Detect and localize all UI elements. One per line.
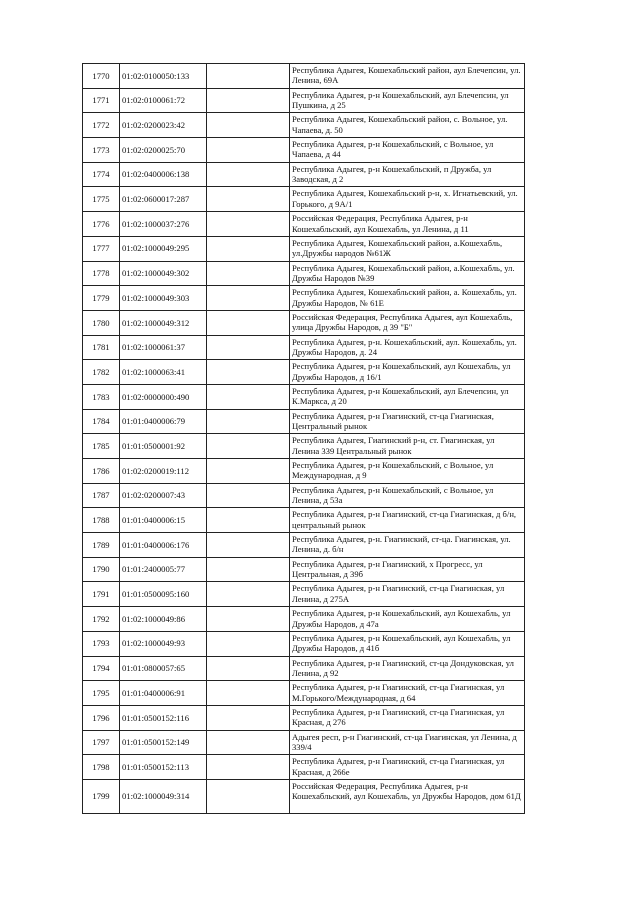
table-row (83, 360, 525, 385)
empty-cell (207, 557, 290, 582)
cadastral-number-cell: 01:02:0200007:43 (120, 483, 207, 508)
empty-cell (207, 286, 290, 311)
empty-cell (207, 582, 290, 607)
table-row (83, 138, 525, 163)
address-cell: Республика Адыгея, р-н. Кошехабльский, аул. Кошехабль, ул. Дружбы Народов, д. 24 (290, 335, 525, 360)
empty-cell (207, 459, 290, 484)
cadastral-number-cell: 01:01:0800057:65 (120, 656, 207, 681)
empty-cell (207, 705, 290, 730)
row-number-cell: 1789 (83, 533, 120, 558)
row-number-cell: 1772 (83, 113, 120, 138)
empty-cell (207, 310, 290, 335)
cadastral-number-cell: 01:02:1000049:312 (120, 310, 207, 335)
cadastral-number-cell: 01:01:0500001:92 (120, 434, 207, 459)
address-cell: Адыгея респ, р-н Гиагинский, ст-ца Гиагинская, ул Ленина, д 339/4 (290, 730, 525, 755)
address-cell: Республика Адыгея, р-н Кошехабльский, с Вольное, ул Международная, д 9 (290, 459, 525, 484)
empty-cell (207, 162, 290, 187)
row-number-cell: 1791 (83, 582, 120, 607)
empty-cell (207, 483, 290, 508)
row-number-cell: 1783 (83, 384, 120, 409)
empty-cell (207, 113, 290, 138)
row-number-cell: 1798 (83, 755, 120, 780)
table-row (83, 705, 525, 730)
row-number-cell: 1774 (83, 162, 120, 187)
table-row (83, 409, 525, 434)
table-row (83, 533, 525, 558)
table-row (83, 508, 525, 533)
empty-cell (207, 779, 290, 813)
table-row (83, 261, 525, 286)
table-row (83, 286, 525, 311)
address-cell: Республика Адыгея, р-н Кошехабльский, п Дружба, ул Заводская, д 2 (290, 162, 525, 187)
row-number-cell: 1775 (83, 187, 120, 212)
empty-cell (207, 508, 290, 533)
empty-cell (207, 631, 290, 656)
cadastral-number-cell: 01:02:1000061:37 (120, 335, 207, 360)
property-register-table (82, 63, 525, 814)
address-cell: Республика Адыгея, Кошехабльский район, а.Кошехабль, ул.Дружбы народов №61Ж (290, 236, 525, 261)
address-cell: Республика Адыгея, р-н Гиагинский, ст-ца Гиагинская, ул М.Горького/Международная, д 64 (290, 681, 525, 706)
table-row (83, 335, 525, 360)
table-row (83, 162, 525, 187)
cadastral-number-cell: 01:02:1000037:276 (120, 212, 207, 237)
row-number-cell: 1788 (83, 508, 120, 533)
address-cell: Республика Адыгея, р-н Гиагинский, ст-ца Гиагинская, ул Красная, д 266е (290, 755, 525, 780)
table-row (83, 755, 525, 780)
address-cell: Республика Адыгея, Гиагинский р-н, ст. Гиагинская, ул Ленина 339 Центральный рынок (290, 434, 525, 459)
empty-cell (207, 261, 290, 286)
row-number-cell: 1786 (83, 459, 120, 484)
address-cell: Республика Адыгея, Кошехабльский р-н, х. Игнатьевский, ул. Горького, д 9А/1 (290, 187, 525, 212)
empty-cell (207, 64, 290, 89)
cadastral-number-cell: 01:02:1000049:93 (120, 631, 207, 656)
address-cell: Российская Федерация, Республика Адыгея, р-н Кошехабльский, аул Кошехабль, ул Дружбы Народов, дом 61Д (290, 779, 525, 813)
row-number-cell: 1796 (83, 705, 120, 730)
row-number-cell: 1784 (83, 409, 120, 434)
cadastral-number-cell: 01:01:0400006:15 (120, 508, 207, 533)
cadastral-number-cell: 01:02:1000049:314 (120, 779, 207, 813)
row-number-cell: 1794 (83, 656, 120, 681)
row-number-cell: 1780 (83, 310, 120, 335)
cadastral-number-cell: 01:02:1000063:41 (120, 360, 207, 385)
address-cell: Республика Адыгея, р-н Гиагинский, ст-ца Гиагинская, ул Ленина, д 275А (290, 582, 525, 607)
cadastral-number-cell: 01:02:0100061:72 (120, 88, 207, 113)
cadastral-number-cell: 01:02:0200023:42 (120, 113, 207, 138)
table-row (83, 681, 525, 706)
cadastral-number-cell: 01:02:0400006:138 (120, 162, 207, 187)
row-number-cell: 1795 (83, 681, 120, 706)
table-row (83, 631, 525, 656)
row-number-cell: 1777 (83, 236, 120, 261)
empty-cell (207, 384, 290, 409)
address-cell: Российская Федерация, Республика Адыгея, р-н Кошехабльский, аул Кошехабль, ул Ленина, д 11 (290, 212, 525, 237)
cadastral-number-cell: 01:02:1000049:295 (120, 236, 207, 261)
empty-cell (207, 434, 290, 459)
row-number-cell: 1792 (83, 607, 120, 632)
address-cell: Российская Федерация, Республика Адыгея, аул Кошехабль, улица Дружбы Народов, д 39 "Б" (290, 310, 525, 335)
cadastral-number-cell: 01:02:0200019:112 (120, 459, 207, 484)
empty-cell (207, 409, 290, 434)
cadastral-number-cell: 01:02:0000000:490 (120, 384, 207, 409)
empty-cell (207, 681, 290, 706)
table-row (83, 384, 525, 409)
empty-cell (207, 138, 290, 163)
register-table-body (83, 64, 525, 814)
row-number-cell: 1793 (83, 631, 120, 656)
table-row (83, 113, 525, 138)
cadastral-number-cell: 01:01:0400006:176 (120, 533, 207, 558)
table-row (83, 187, 525, 212)
table-row (83, 88, 525, 113)
empty-cell (207, 236, 290, 261)
row-number-cell: 1782 (83, 360, 120, 385)
table-row (83, 310, 525, 335)
address-cell: Республика Адыгея, р-н Гиагинский, х Прогресс, ул Центральная, д 39б (290, 557, 525, 582)
address-cell: Республика Адыгея, р-н Кошехабльский, аул Кошехабль, ул Дружбы Народов, д 16/1 (290, 360, 525, 385)
row-number-cell: 1778 (83, 261, 120, 286)
row-number-cell: 1790 (83, 557, 120, 582)
empty-cell (207, 656, 290, 681)
table-row (83, 64, 525, 89)
address-cell: Республика Адыгея, Кошехабльский район, а. Кошехабль, ул. Дружбы Народов, № 61Е (290, 286, 525, 311)
cadastral-number-cell: 01:01:2400005:77 (120, 557, 207, 582)
table-row (83, 459, 525, 484)
row-number-cell: 1776 (83, 212, 120, 237)
row-number-cell: 1781 (83, 335, 120, 360)
table-row (83, 483, 525, 508)
cadastral-number-cell: 01:01:0500152:116 (120, 705, 207, 730)
table-row (83, 582, 525, 607)
empty-cell (207, 212, 290, 237)
row-number-cell: 1785 (83, 434, 120, 459)
table-row (83, 656, 525, 681)
empty-cell (207, 360, 290, 385)
empty-cell (207, 533, 290, 558)
address-cell: Республика Адыгея, р-н Кошехабльский, аул Кошехабль, ул Дружбы Народов, д 47а (290, 607, 525, 632)
empty-cell (207, 187, 290, 212)
address-cell: Республика Адыгея, р-н. Гиагинский, ст-ца. Гиагинская, ул. Ленина, д. б/н (290, 533, 525, 558)
table-row (83, 607, 525, 632)
table-row (83, 212, 525, 237)
row-number-cell: 1771 (83, 88, 120, 113)
cadastral-number-cell: 01:01:0500152:113 (120, 755, 207, 780)
address-cell: Республика Адыгея, р-н Гиагинский, ст-ца Дондуковская, ул Ленина, д 92 (290, 656, 525, 681)
table-row (83, 557, 525, 582)
table-row (83, 730, 525, 755)
address-cell: Республика Адыгея, р-н Кошехабльский, аул Блечепсин, ул К.Маркса, д 20 (290, 384, 525, 409)
cadastral-number-cell: 01:02:1000049:86 (120, 607, 207, 632)
empty-cell (207, 755, 290, 780)
cadastral-number-cell: 01:02:0100050:133 (120, 64, 207, 89)
address-cell: Республика Адыгея, р-н Кошехабльский, аул Блечепсин, ул Пушкина, д 25 (290, 88, 525, 113)
cadastral-number-cell: 01:02:1000049:303 (120, 286, 207, 311)
address-cell: Республика Адыгея, р-н Кошехабльский, аул Кошехабль, ул Дружбы Народов, д 41б (290, 631, 525, 656)
table-row (83, 236, 525, 261)
address-cell: Республика Адыгея, р-н Гиагинский, ст-ца Гиагинская, д б/н, центральный рынок (290, 508, 525, 533)
address-cell: Республика Адыгея, р-н Гиагинский, ст-ца Гиагинская, Центральный рынок (290, 409, 525, 434)
address-cell: Республика Адыгея, р-н Кошехабльский, с Вольное, ул Ленина, д 53а (290, 483, 525, 508)
cadastral-number-cell: 01:01:0400006:79 (120, 409, 207, 434)
cadastral-number-cell: 01:01:0500095:160 (120, 582, 207, 607)
row-number-cell: 1770 (83, 64, 120, 89)
address-cell: Республика Адыгея, Кошехабльский район, аул Блечепсин, ул. Ленина, 69А (290, 64, 525, 89)
table-row (83, 779, 525, 813)
address-cell: Республика Адыгея, Кошехабльский район, а.Кошехабль, ул. Дружбы Народов №39 (290, 261, 525, 286)
cadastral-number-cell: 01:02:1000049:302 (120, 261, 207, 286)
row-number-cell: 1799 (83, 779, 120, 813)
cadastral-number-cell: 01:02:0200025:70 (120, 138, 207, 163)
row-number-cell: 1787 (83, 483, 120, 508)
empty-cell (207, 607, 290, 632)
cadastral-number-cell: 01:02:0600017:287 (120, 187, 207, 212)
row-number-cell: 1779 (83, 286, 120, 311)
cadastral-number-cell: 01:01:0500152:149 (120, 730, 207, 755)
empty-cell (207, 730, 290, 755)
table-row (83, 434, 525, 459)
row-number-cell: 1797 (83, 730, 120, 755)
address-cell: Республика Адыгея, р-н Кошехабльский, с Вольное, ул Чапаева, д 44 (290, 138, 525, 163)
cadastral-number-cell: 01:01:0400006:91 (120, 681, 207, 706)
address-cell: Республика Адыгея, Кошехабльский район, с. Вольное, ул. Чапаева, д. 50 (290, 113, 525, 138)
address-cell: Республика Адыгея, р-н Гиагинский, ст-ца Гиагинская, ул Красная, д 276 (290, 705, 525, 730)
row-number-cell: 1773 (83, 138, 120, 163)
empty-cell (207, 335, 290, 360)
empty-cell (207, 88, 290, 113)
